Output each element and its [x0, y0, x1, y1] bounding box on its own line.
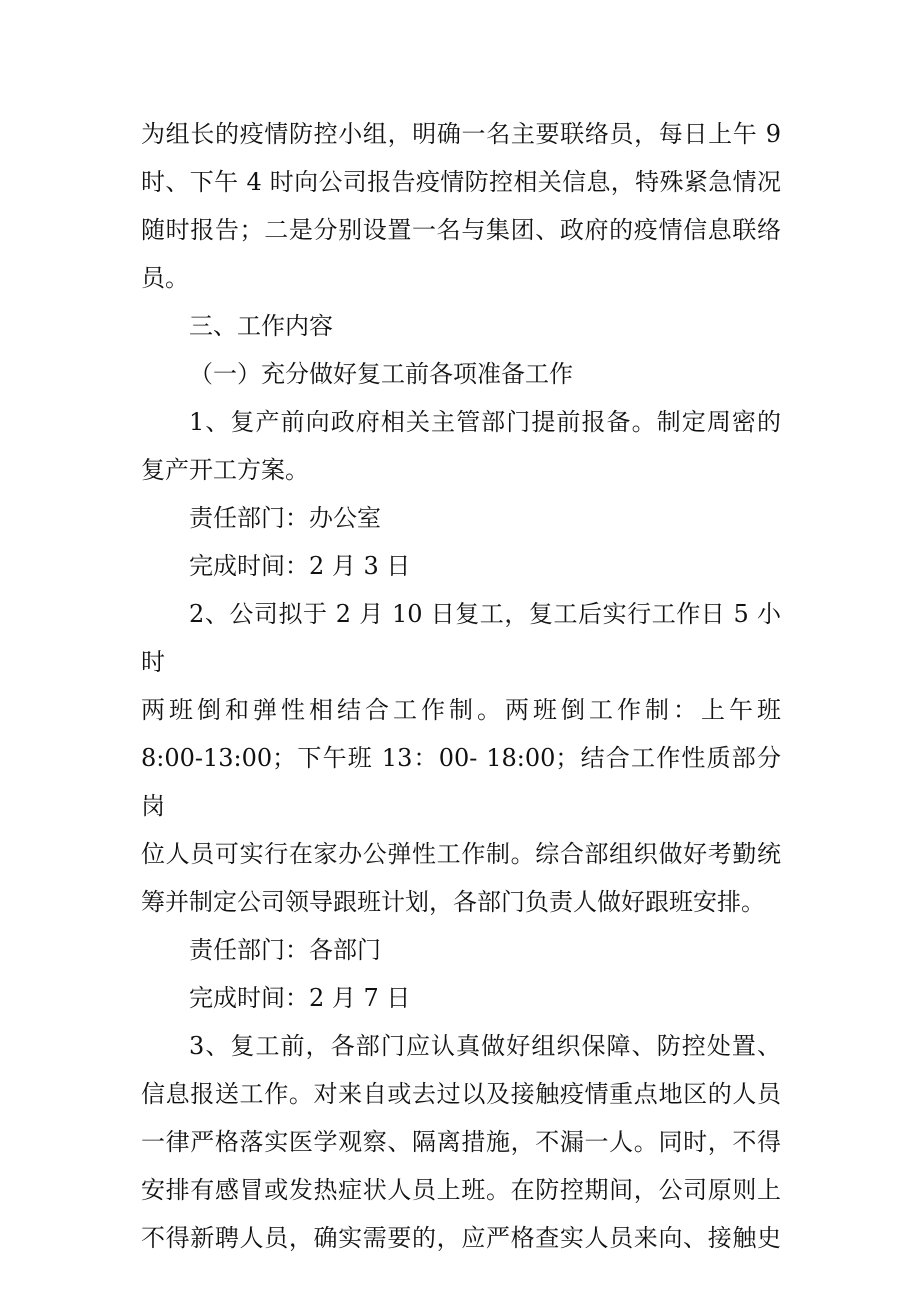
text-line: 时、下午 4 时向公司报告疫情防控相关信息，特殊紧急情况 [141, 168, 781, 196]
completion-time-1 [141, 542, 781, 590]
text-line: 员。 [141, 264, 189, 292]
paragraph-item-1 [141, 398, 781, 494]
paragraph-item-3 [141, 1022, 781, 1262]
text-line: 责任部门：各部门 [189, 936, 381, 964]
completion-time-2 [141, 974, 781, 1022]
text-line: （一）充分做好复工前各项准备工作 [189, 360, 573, 388]
text-line: 安排有感冒或发热症状人员上班。在防控期间，公司原则上 [141, 1176, 781, 1204]
text-line: 三、工作内容 [189, 312, 333, 340]
document-body [141, 110, 781, 1262]
text-line: 3、复工前，各部门应认真做好组织保障、防控处置、 [189, 1032, 781, 1060]
text-line: 筹并制定公司领导跟班计划，各部门负责人做好跟班安排。 [141, 888, 765, 916]
text-line: 随时报告；二是分别设置一名与集团、政府的疫情信息联络 [141, 216, 781, 244]
text-line: 为组长的疫情防控小组，明确一名主要联络员，每日上午 9 [141, 120, 781, 148]
paragraph-liaison [141, 110, 781, 302]
text-line: 复产开工方案。 [141, 456, 309, 484]
text-line: 两班倒和弹性相结合工作制。两班倒工作制：上午班 [141, 696, 781, 724]
text-line: 完成时间：2 月 7 日 [189, 984, 411, 1012]
subsection-heading-preparation [141, 350, 781, 398]
text-line: 完成时间：2 月 3 日 [189, 552, 411, 580]
responsible-dept-1 [141, 494, 781, 542]
text-line: 1、复产前向政府相关主管部门提前报备。制定周密的 [189, 408, 781, 436]
section-heading-work-content [141, 302, 781, 350]
text-line: 2、公司拟于 2 月 10 日复工，复工后实行工作日 5 小时 [141, 600, 781, 676]
text-line: 不得新聘人员，确实需要的，应严格查实人员来向、接触史 [141, 1224, 781, 1252]
text-line: 位人员可实行在家办公弹性工作制。综合部组织做好考勤统 [141, 840, 781, 868]
text-line: 一律严格落实医学观察、隔离措施，不漏一人。同时，不得 [141, 1128, 781, 1156]
paragraph-item-2 [141, 590, 781, 926]
responsible-dept-2 [141, 926, 781, 974]
text-line: 8:00-13:00；下午班 13：00- 18:00；结合工作性质部分岗 [141, 744, 781, 820]
text-line: 责任部门：办公室 [189, 504, 381, 532]
text-line: 信息报送工作。对来自或去过以及接触疫情重点地区的人员 [141, 1080, 781, 1108]
